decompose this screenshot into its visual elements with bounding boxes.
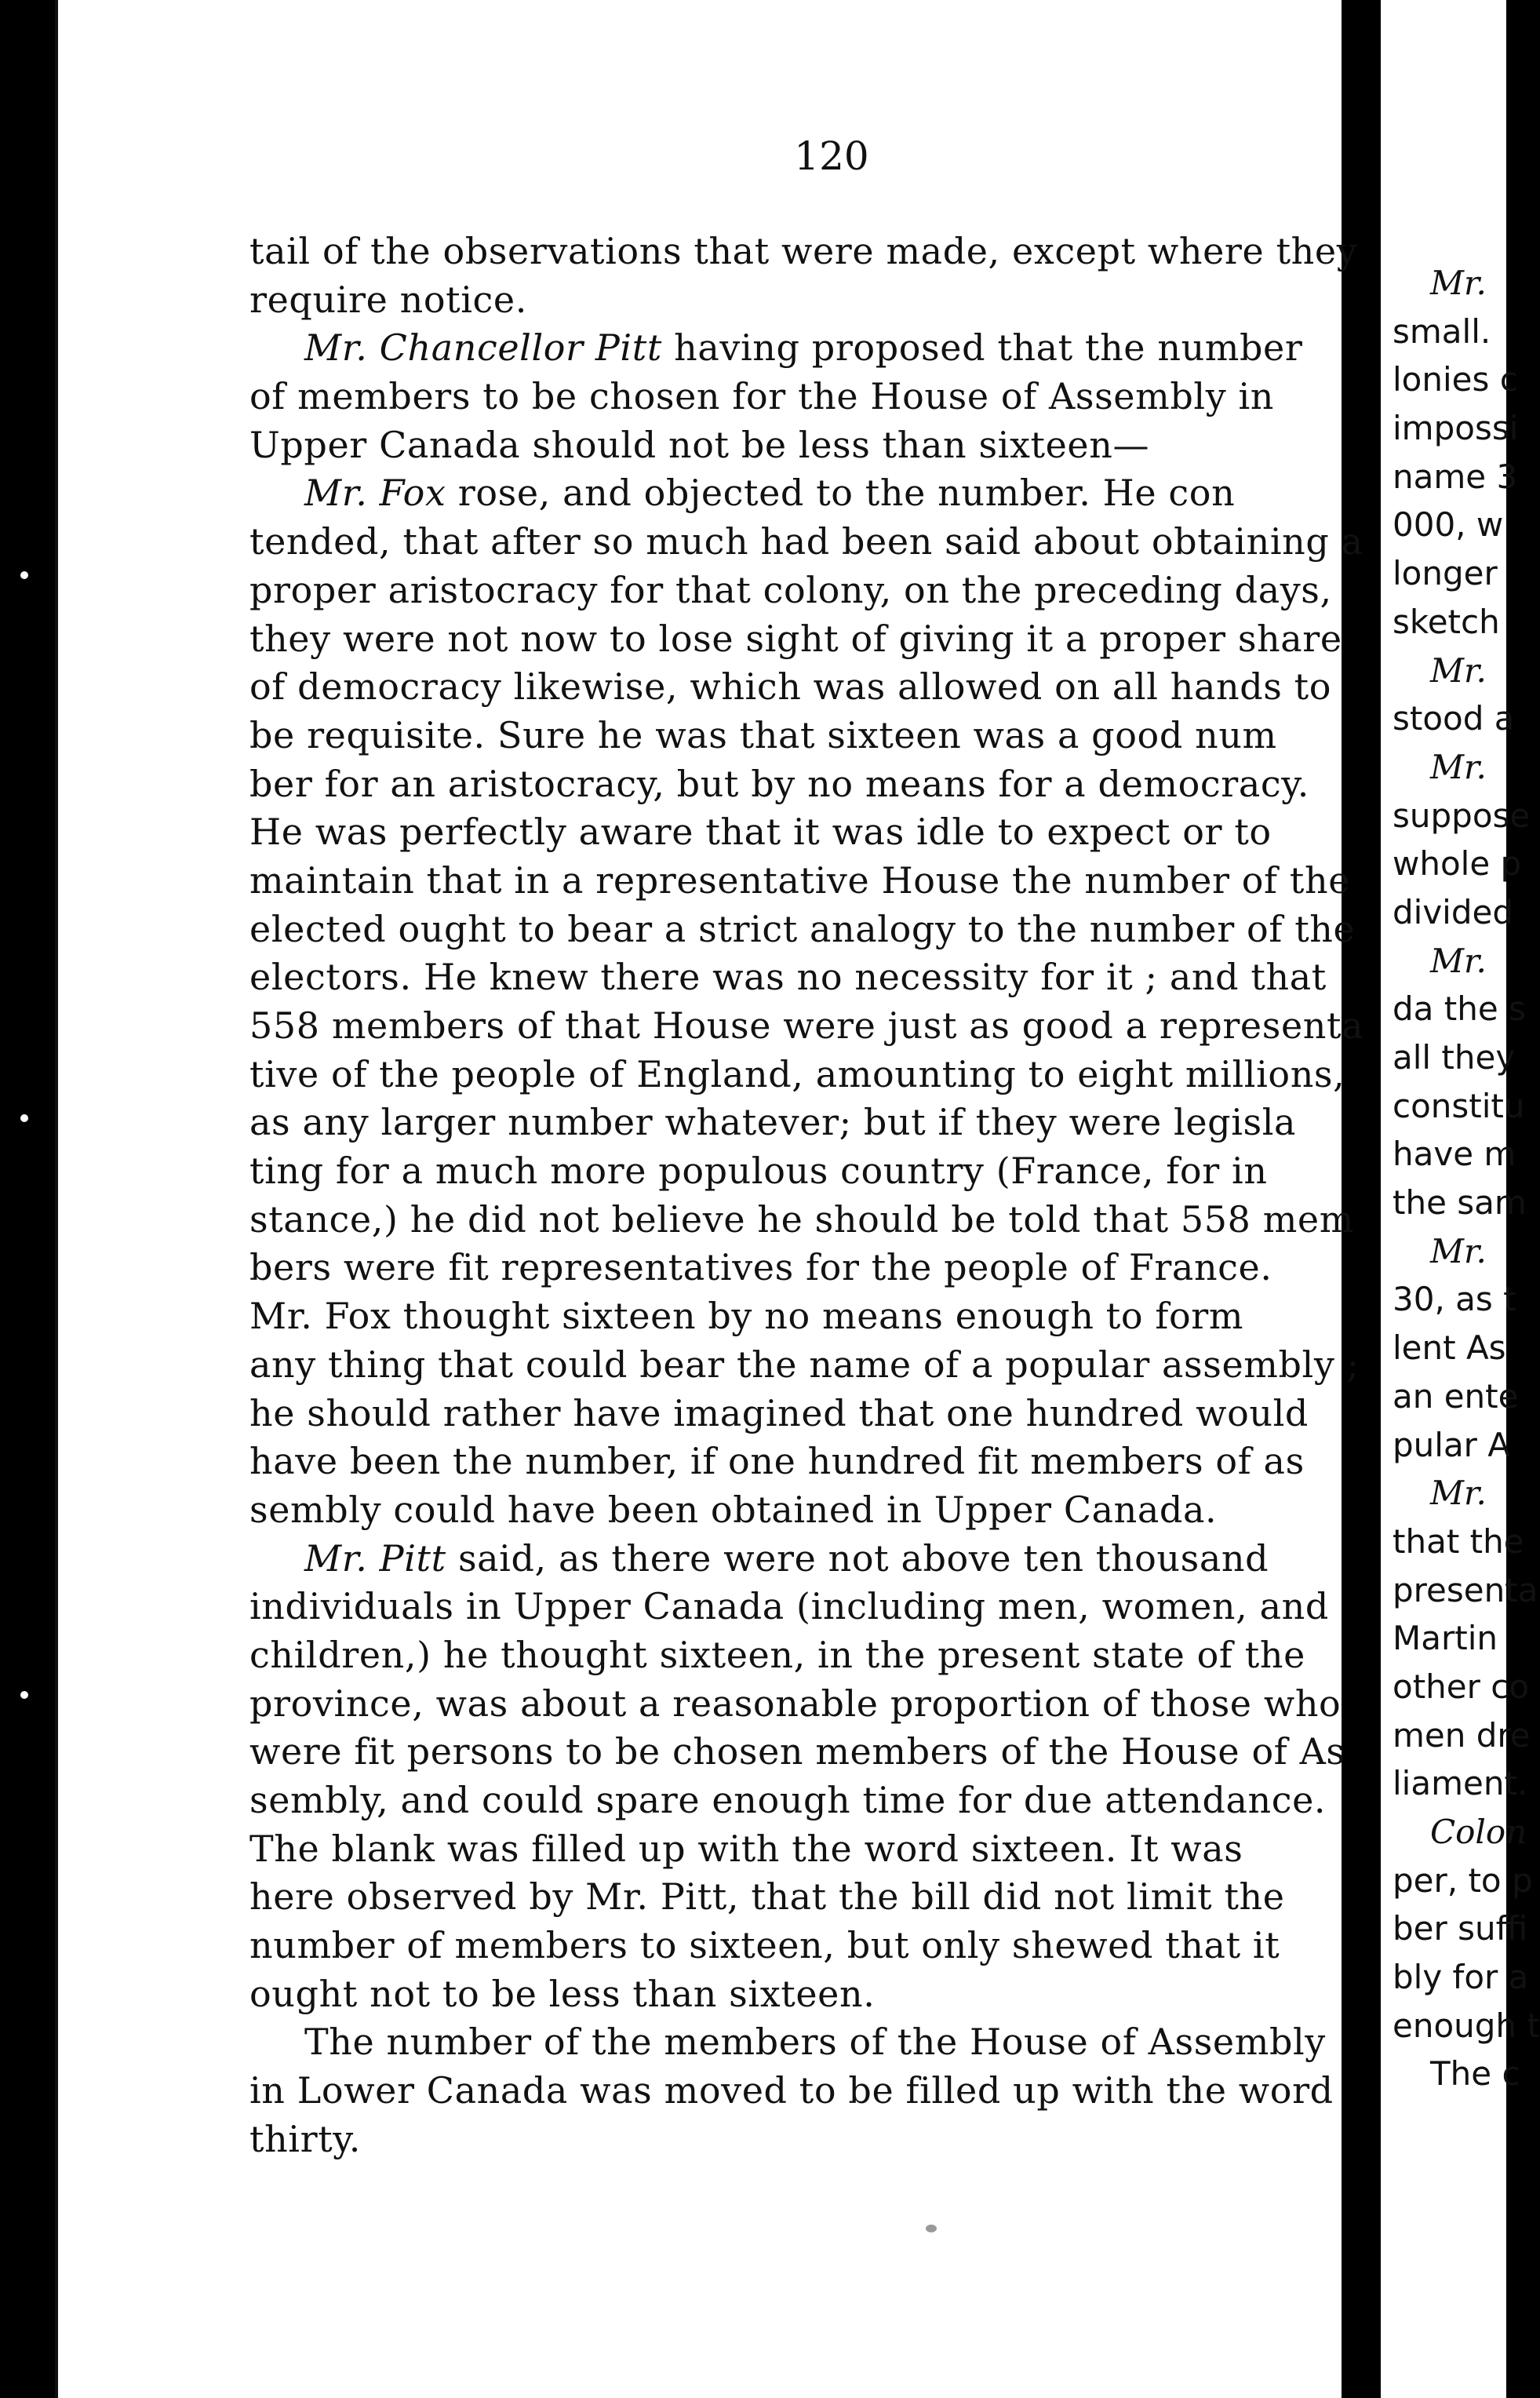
line-text: He was perfectly aware that it was idle to expect or to xyxy=(249,811,1272,854)
line-text: Mr. Fox thought sixteen by no means enough to form xyxy=(249,1295,1244,1338)
left-page-text xyxy=(249,228,1364,2164)
text-line xyxy=(249,1777,1336,1825)
text-line xyxy=(249,1341,1360,1390)
text-line: an ente xyxy=(1393,1376,1519,1416)
text-line xyxy=(249,276,1336,325)
text-line xyxy=(249,712,1336,760)
line-text: children,) he thought sixteen, in the present state of the xyxy=(249,1633,1305,1676)
text-line xyxy=(249,906,1356,954)
line-text: he should rather have imagined that one hundred would xyxy=(249,1391,1309,1434)
text-line: the sam xyxy=(1393,1183,1527,1223)
text-line xyxy=(249,2067,1336,2116)
text-line xyxy=(249,1970,1336,2019)
ink-smudge xyxy=(926,2225,937,2232)
text-line: per, to p xyxy=(1393,1860,1533,1900)
text-line: constitu xyxy=(1393,1086,1525,1125)
text-line xyxy=(249,1825,1336,1874)
text-line xyxy=(249,1051,1345,1099)
text-line xyxy=(249,1292,1336,1341)
text-line: Mr. xyxy=(1430,264,1487,302)
text-line xyxy=(249,567,1336,615)
line-text: of democracy likewise, which was allowed on all hands to xyxy=(249,665,1332,709)
speaker-name: Mr. Chancellor Pitt xyxy=(304,326,662,370)
text-line xyxy=(249,1583,1336,1631)
line-text: require notice. xyxy=(249,278,527,321)
text-line xyxy=(249,760,1336,809)
line-text: ought not to be less than sixteen. xyxy=(249,1972,876,2015)
line-text: here observed by Mr. Pitt, that the bill did not limit the xyxy=(249,1875,1285,1919)
text-line: Martin xyxy=(1393,1619,1498,1658)
text-line xyxy=(249,1535,1336,1583)
text-line xyxy=(249,373,1336,421)
scan-edge-mark xyxy=(20,1114,28,1122)
line-text: rose, and objected to the number. He con xyxy=(446,472,1236,515)
line-text: any thing that could bear the name of a popular assembly ; xyxy=(249,1343,1360,1386)
scan-edge-mark xyxy=(20,571,28,579)
text-line: ber suffi xyxy=(1393,1909,1528,1948)
text-line xyxy=(249,1631,1336,1680)
text-line xyxy=(249,518,1363,567)
line-text: elected ought to bear a strict analogy to the number of the xyxy=(249,907,1356,950)
text-line xyxy=(249,1873,1336,1922)
text-line: da the s xyxy=(1393,989,1526,1029)
right-page-text xyxy=(1393,259,1540,2098)
text-line: all they xyxy=(1393,1038,1516,1077)
text-line xyxy=(249,1680,1342,1729)
line-text: be requisite. Sure he was that sixteen was a good num xyxy=(249,713,1277,756)
line-text: were fit persons to be chosen members of the House of As xyxy=(249,1730,1345,1773)
text-line: men dre xyxy=(1393,1715,1531,1755)
text-line xyxy=(249,953,1336,1002)
text-line xyxy=(249,808,1336,857)
line-text: having proposed that the number xyxy=(661,326,1303,370)
line-text: ting for a much more populous country (France, for in xyxy=(249,1150,1268,1193)
line-text: The number of the members of the House of Assembly xyxy=(304,2021,1326,2064)
text-line: Mr. xyxy=(1430,1231,1487,1270)
text-line xyxy=(249,324,1336,373)
text-line: stood a xyxy=(1393,699,1515,738)
line-text: thirty. xyxy=(249,2117,361,2160)
text-line xyxy=(249,1147,1336,1196)
line-text: number of members to sixteen, but only shewed that it xyxy=(249,1924,1280,1967)
text-line: pular A xyxy=(1393,1425,1511,1464)
line-text: bers were fit representatives for the people of France. xyxy=(249,1246,1272,1289)
text-line: lonies c xyxy=(1393,360,1518,399)
text-line xyxy=(249,1728,1345,1777)
text-line: suppose xyxy=(1393,796,1531,835)
text-line: sketch xyxy=(1393,602,1500,641)
text-line xyxy=(249,1099,1336,1147)
text-line: name 3 xyxy=(1393,457,1518,496)
line-text: The blank was filled up with the word sixteen. It was xyxy=(249,1827,1243,1870)
speaker-name: Mr. Fox xyxy=(304,472,446,515)
text-line: other co xyxy=(1393,1667,1530,1706)
text-line: presenta xyxy=(1393,1570,1538,1609)
text-line xyxy=(249,2018,1336,2067)
line-text: sembly, and could spare enough time for due attendance. xyxy=(249,1779,1327,1821)
text-line xyxy=(249,469,1336,518)
text-line: whole p xyxy=(1393,844,1522,884)
text-line: 30, as t xyxy=(1393,1280,1516,1319)
text-line xyxy=(249,663,1336,712)
text-line xyxy=(249,1390,1336,1438)
line-text: proper aristocracy for that colony, on the preceding days, xyxy=(249,568,1332,611)
text-line: impossi xyxy=(1393,409,1519,448)
text-line: Mr. xyxy=(1430,747,1487,786)
line-text: tail of the observations that were made, except where they xyxy=(249,230,1358,272)
line-text: sembly could have been obtained in Upper Canada. xyxy=(249,1488,1218,1531)
speaker-name: Mr. Pitt xyxy=(304,1536,446,1580)
text-line xyxy=(249,2116,1336,2164)
text-line: lent As xyxy=(1393,1328,1506,1368)
line-text: have been the number, if one hundred fit members of as xyxy=(249,1440,1305,1483)
text-line xyxy=(249,421,1336,470)
text-line xyxy=(249,1002,1364,1051)
line-text: stance,) he did not believe he should be told that 558 mem xyxy=(249,1197,1354,1241)
line-text: said, as there were not above ten thousand xyxy=(446,1536,1269,1580)
text-line: Mr. xyxy=(1430,941,1487,980)
text-line xyxy=(249,1244,1336,1292)
line-text: maintain that in a representative House the number of the xyxy=(249,858,1351,902)
text-line: bly for a xyxy=(1393,1958,1529,1997)
text-line: Mr. xyxy=(1430,1474,1487,1513)
text-line xyxy=(249,615,1342,664)
line-text: ber for an aristocracy, but by no means for a democracy. xyxy=(249,762,1309,805)
line-text: as any larger number whatever; but if they were legisla xyxy=(249,1101,1297,1144)
text-line xyxy=(249,1196,1354,1245)
text-line: longer xyxy=(1393,554,1498,593)
text-line: small. xyxy=(1393,312,1491,351)
text-line: Colon xyxy=(1430,1813,1527,1851)
line-text: of members to be chosen for the House of Assembly in xyxy=(249,375,1275,418)
line-text: in Lower Canada was moved to be filled up with the word xyxy=(249,2069,1334,2112)
page-number: 120 xyxy=(794,133,869,179)
line-text: individuals in Upper Canada (including men, women, and xyxy=(249,1585,1329,1628)
text-line xyxy=(249,228,1358,276)
line-text: tive of the people of England, amounting to eight millions, xyxy=(249,1052,1345,1095)
line-text: tended, that after so much had been said about obtaining a xyxy=(249,520,1363,563)
text-line: 000, w xyxy=(1393,505,1504,545)
scan-left-margin xyxy=(0,0,55,2398)
scan-edge-mark xyxy=(20,1691,28,1699)
text-line xyxy=(249,857,1351,906)
text-line: The c xyxy=(1430,2054,1520,2094)
text-line: enough t xyxy=(1393,2006,1540,2045)
text-line: Mr. xyxy=(1430,651,1487,690)
line-text: Upper Canada should not be less than sixteen— xyxy=(249,423,1150,466)
text-line xyxy=(249,1486,1336,1535)
text-line xyxy=(249,1922,1336,1970)
line-text: electors. He knew there was no necessity for it ; and that xyxy=(249,956,1327,999)
line-text: province, was about a reasonable proportion of those who xyxy=(249,1682,1342,1725)
text-line xyxy=(249,1438,1336,1486)
text-line: liament. xyxy=(1393,1764,1528,1803)
line-text: they were not now to lose sight of giving it a proper share xyxy=(249,617,1342,660)
text-line: that the xyxy=(1393,1522,1524,1561)
text-line: divided xyxy=(1393,892,1514,931)
line-text: 558 members of that House were just as good a representa xyxy=(249,1004,1364,1047)
text-line: have m xyxy=(1393,1135,1516,1174)
